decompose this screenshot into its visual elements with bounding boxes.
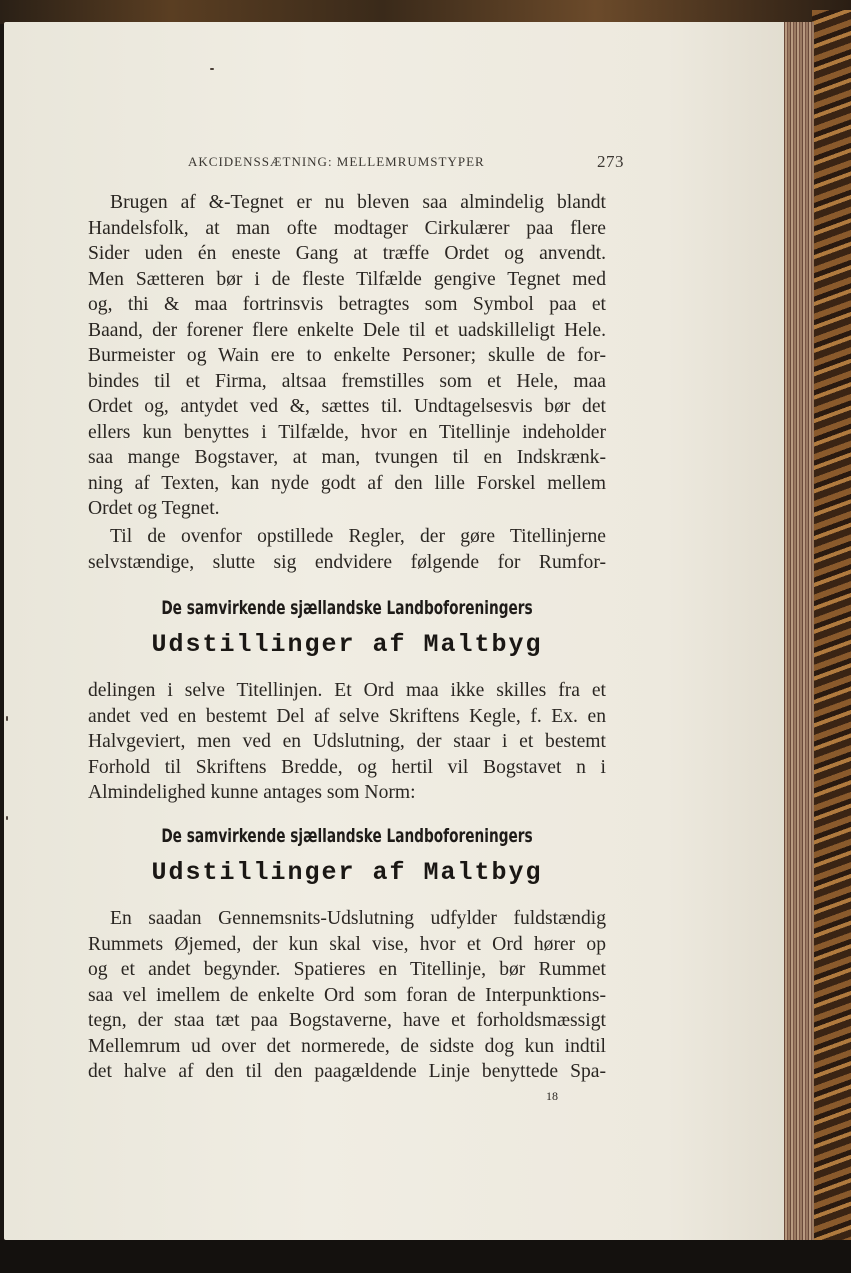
text-line: det halve af den til den paagældende Linje benyttede Spa- bbox=[88, 1061, 606, 1082]
page-speck bbox=[6, 816, 8, 820]
text-line: Ordet og Tegnet. bbox=[88, 498, 220, 519]
text-line: selvstændige, slutte sig endvidere følgende for Rumfor- bbox=[88, 551, 606, 573]
text-line: og et andet begynder. Spatieres en Titellinje, bør Rummet bbox=[88, 959, 606, 980]
page-block-edges bbox=[782, 22, 814, 1240]
page-speck bbox=[6, 716, 8, 721]
text-line: Burmeister og Wain ere to enkelte Personer; skulle de for- bbox=[88, 345, 606, 366]
text-line: Halvgeviert, men ved en Udslutning, der staar i et bestemt bbox=[88, 731, 606, 752]
text-line: Mellemrum ud over det normerede, de sidste dog kun indtil bbox=[88, 1035, 606, 1057]
paragraph-ampersand bbox=[88, 190, 606, 522]
running-head bbox=[188, 154, 624, 174]
text-line: ning af Texten, kan nyde godt af den lille Forskel mellem bbox=[88, 472, 606, 494]
specimen-title-small: De samvirkende sjællandske Landboforeningers bbox=[161, 597, 533, 619]
text-line: delingen i selve Titellinjen. Et Ord maa ikke skilles fra et bbox=[88, 680, 606, 701]
text-line: Almindelighed kunne antages som Norm: bbox=[88, 782, 416, 803]
text-line: og, thi & maa fortrinsvis betragtes som Symbol paa et bbox=[88, 294, 606, 315]
page-number: 273 bbox=[597, 152, 624, 171]
book-cover-board bbox=[812, 10, 851, 1240]
text-line: saa vel imellem de enkelte Ord som foran de Interpunktions- bbox=[88, 984, 606, 1006]
text-line: Handelsfolk, at man ofte modtager Cirkulærer paa flere bbox=[88, 217, 606, 239]
page-speck bbox=[210, 68, 214, 70]
paragraph-average bbox=[88, 906, 606, 1085]
text-line: Til de ovenfor opstillede Regler, der gøre Titellinjerne bbox=[110, 526, 606, 547]
specimen-title-large: Udstillinger af Maltbyg bbox=[151, 858, 543, 887]
text-line: Brugen af &-Tegnet er nu bleven saa almindelig blandt bbox=[110, 192, 606, 213]
text-line: Forhold til Skriftens Bredde, og hertil vil Bogstavet n i bbox=[88, 756, 606, 778]
text-line: ellers kun benyttes i Tilfælde, hvor en Titellinje indeholder bbox=[88, 421, 606, 443]
text-line: andet ved en bestemt Del af selve Skriftens Kegle, f. Ex. en bbox=[88, 705, 606, 727]
text-line: Baand, der forener flere enkelte Dele til et uadskilleligt Hele. bbox=[88, 319, 606, 341]
book-bottom-edge bbox=[0, 1240, 851, 1273]
signature-mark: 18 bbox=[546, 1089, 558, 1103]
text-line: tegn, der staa tæt paa Bogstaverne, have et forholdsmæssigt bbox=[88, 1010, 606, 1031]
specimen-title-large: Udstillinger af Maltbyg bbox=[151, 630, 543, 659]
text-line: bindes til et Firma, altsaa fremstilles som et Hele, maa bbox=[88, 370, 606, 392]
text-line: Sider uden én eneste Gang at træffe Ordet og anvendt. bbox=[88, 243, 606, 264]
text-line: En saadan Gennemsnits-Udslutning udfylder fuldstændig bbox=[110, 908, 606, 929]
text-line: Men Sætteren bør i de fleste Tilfælde gengive Tegnet med bbox=[88, 268, 606, 290]
specimen-title-small: De samvirkende sjællandske Landboforeningers bbox=[161, 825, 533, 847]
text-line: Ordet og, antydet ved &, sættes til. Undtagelsesvis bør det bbox=[88, 396, 606, 417]
text-line: Rummets Øjemed, der kun skal vise, hvor et Ord hører op bbox=[88, 933, 606, 955]
running-title: AKCIDENSSÆTNING: MELLEMRUMSTYPER bbox=[188, 154, 485, 169]
book-top-edge bbox=[0, 0, 851, 24]
text-line: saa mange Bogstaver, at man, tvungen til en Indskrænk- bbox=[88, 447, 606, 468]
paragraph-spacing bbox=[88, 678, 606, 806]
paragraph-rules bbox=[88, 524, 606, 575]
